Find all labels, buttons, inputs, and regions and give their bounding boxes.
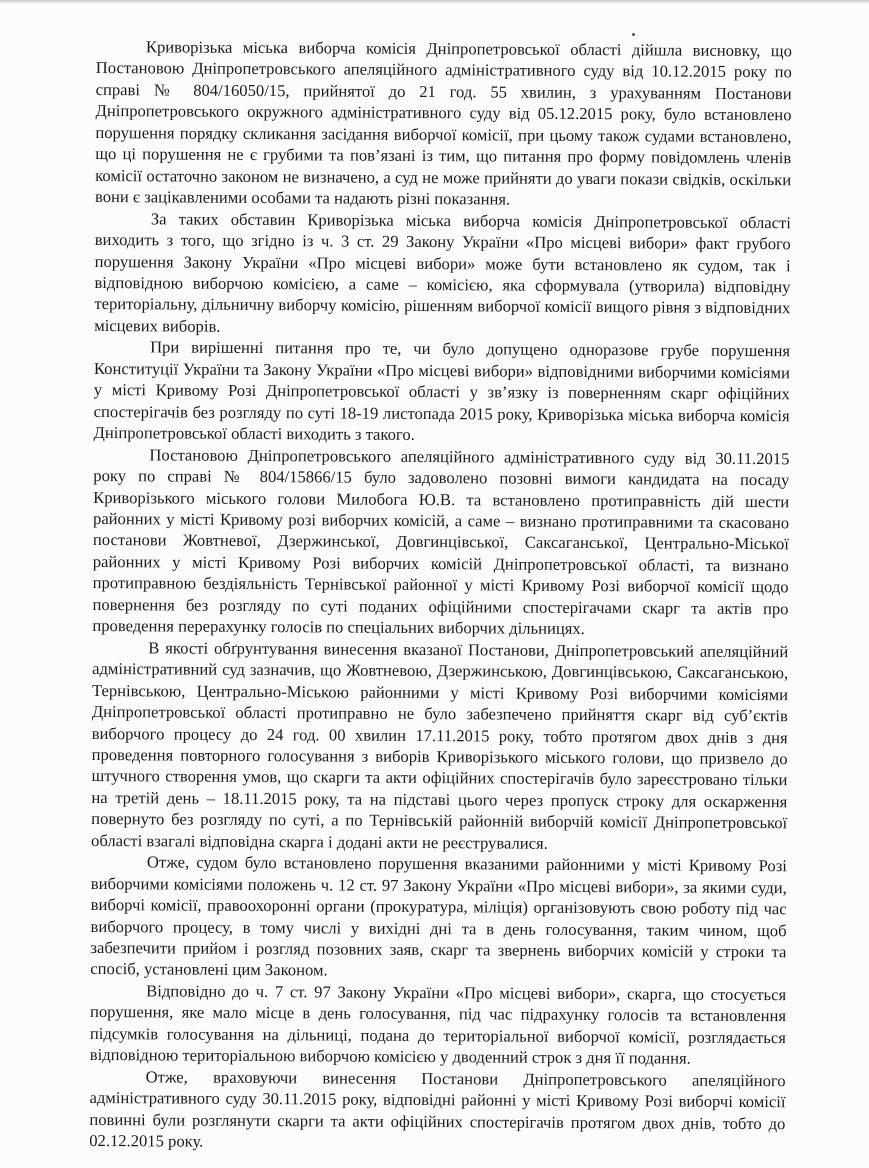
paragraph-6: Отже, судом було встановлено порушення вказаними районними у місті Кривому Розі виборчими комісіями положень ч. 12 ст. 97 Закону України «Про місцеві вибори», за якими суди, виборчі комісії, правоохоронні органи (прокуратура, міліція) організовують свою роботу під час виборчого процесу, в тому числі у вихідні дні та в день голосування, таким чином, щоб забезпечити прийом і розгляд позовних заяв, скарг та звернень виборчих комісій у строки та спосіб, установлені цим Законом. bbox=[90, 852, 788, 980]
scan-edge bbox=[0, 0, 869, 4]
paragraph-5: В якості обґрунтування винесення вказаної Постанови, Дніпропетровський апеляційний адміністративний суд зазначив, що Жовтневою, Дзержинською, Довгинцівською, Саксаганською, Тернівською, Центрально-Міською районними у місті Кривому Розі виборчими комісіями Дніпропетровської області протиправно не було забезпечено прийняття скарг від суб’єктів виборчого процесу до 24 год. 00 хвилин 17.11.2015 року, тобто протягом двох днів з дня проведення повторного голосування з виборів Криворізького міського голови, що призвело до штучного створення умов, що скарги та акти офіційних спостерігачів було зареєстровано тільки на третій день – 18.11.2015 року, та на підставі цього через пропуск строку для оскарження повернуто без розгляду по суті, а по Тернівській районній виборчій комісії Дніпропетровської області взагалі відповідна скарга і додані акти не реєструвалися. bbox=[91, 638, 789, 853]
paragraph-8: Отже, враховуючи винесення Постанови Дніпропетровського апеляційного адміністративного суду 30.11.2015 року, відповідні районні у місті Кривому Розі виборчі комісії повинні були розглянути скарги та акти офіційних спостерігачів протягом двох днів, тобто до 02.12.2015 року. bbox=[89, 1067, 786, 1151]
paragraph-1: Криворізька міська виборча комісія Дніпропетровської області дійшла висновку, що Постановою Дніпропетровського апеляційного адміністративного суду від 10.12.2015 року по справі № 804/16050/15, прийнятої до 21 год. 55 хвилин, з урахуванням Постанови Дніпропетровського окружного адміністративного суду від 05.12.2015 року, було встановлено порушення порядку скликання засідання виборчої комісії, при цьому також судами встановлено, що ці порушення не є грубими та пов’язані із тим, що питання про форму повідомлень членів комісії остаточно законом не визначено, а суд не може прийняти до уваги покази свідків, оскільки вони є зацікавленими особами та надають різні показання. bbox=[94, 37, 792, 209]
paragraph-3: При вирішенні питання про те, чи було допущено одноразове грубе порушення Конституції України та Закону України «Про місцеві вибори» відповідними виборчими комісіями у місті Кривому Розі Дніпропетровської області у зв’язку із поверненням скарг офіційних спостерігачів без розгляду по суті 18-19 листопада 2015 року, Криворізька міська виборча комісія Дніпропетровської області виходить з такого. bbox=[93, 337, 791, 445]
paragraph-4: Постановою Дніпропетровського апеляційного адміністративного суду від 30.11.2015 року по справі № 804/15866/15 було задоволено позовні вимоги кандидата на посаду Криворізького міського голови Милобога Ю.В. та встановлено протиправність дій шести районних у місті Кривому розі виборчих комісій, а саме – визнано протиправними та скасовано постанови Жовтневої, Дзержинської, Довгинцівської, Саксаганської, Центрально-Міської районних у місті Кривому Розі виборчих комісій Дніпропетровської області, та визнано протиправною бездіяльність Тернівської районної у місті Кривому Розі виборчої комісії щодо повернення без розгляду по суті поданих офіційними спостерігачами скарг та актів про проведення перерахунку голосів по спеціальних виборчих дільницях. bbox=[92, 444, 790, 639]
document-body bbox=[89, 36, 792, 1156]
paragraph-7: Відповідно до ч. 7 ст. 97 Закону України «Про місцеві вибори», скарга, що стосується порушення, яке мало місце в день голосування, під час підрахунку голосів та встановлення підсумків голосування на дільниці, подана до територіальної виборчої комісії, розглядається відповідною територіальною виборчою комісією у дводенний строк з дня її подання. bbox=[89, 981, 787, 1068]
paragraph-2: За таких обставин Криворізька міська виборча комісія Дніпропетровської області виходить з того, що згідно із ч. 3 ст. 29 Закону України «Про місцеві вибори» факт грубого порушення Закону України «Про місцеві вибори» може бути встановлено як судом, так і відповідною виборчою комісією, а саме – комісією, яка сформувала (утворила) відповідну територіальну, дільничну виборчу комісію, рішенням виборчої комісії вищого рівня з відповідних місцевих виборів. bbox=[94, 208, 791, 336]
scan-speck bbox=[632, 33, 635, 36]
